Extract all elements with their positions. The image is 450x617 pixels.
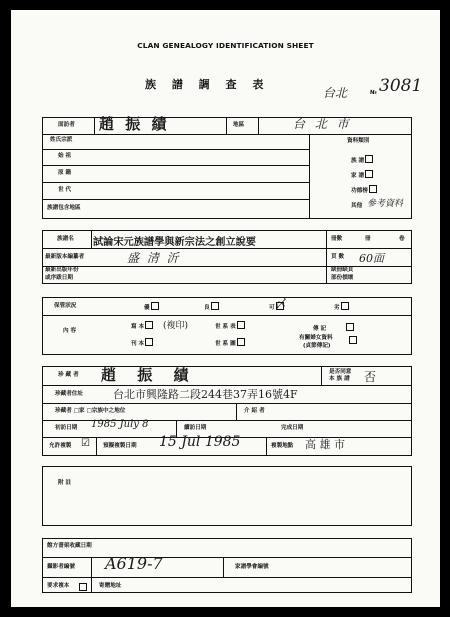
printed-label: 刊 本: [131, 341, 145, 347]
condition-good: [204, 302, 219, 311]
photographer-code-handwritten: A619-7: [105, 554, 163, 573]
pages-handwritten: 60面: [359, 252, 384, 265]
category-family-record: [351, 170, 373, 179]
condition-poor-label: 劣: [334, 305, 340, 311]
category-merit-label: 功德榜: [351, 188, 368, 194]
pages-label: 頁 數: [331, 254, 345, 260]
allow-copy-label: 允許複製: [49, 443, 72, 449]
interviewer-label: 面訪者: [58, 122, 75, 128]
holder-status-label: 珍藏者 □家 □宗族中之地位: [55, 408, 126, 414]
interviewer-handwritten: 趙 振 績: [99, 115, 170, 133]
category-genealogy: [351, 155, 373, 164]
number-label: №: [370, 90, 377, 96]
content-lineage-table: [215, 321, 245, 330]
mailing-address-label: 寄贈地址: [99, 583, 122, 589]
editor-label: 最新版本編纂者: [45, 254, 85, 260]
biography-label: 傳 記: [313, 326, 327, 332]
section-remarks: [42, 466, 412, 526]
copy-location-handwritten: 高 雄 市: [305, 438, 345, 451]
damage-label: 部份損壞: [331, 275, 354, 281]
ancestor-label: 始 祖: [58, 153, 72, 159]
missing-label: 缺冊缺頁: [331, 267, 354, 273]
category-other-handwritten: 參考資料: [367, 199, 404, 209]
title-english: CLAN GENEALOGY IDENTIFICATION SHEET: [137, 41, 314, 50]
pub-year-label: 最新出版年份: [45, 267, 79, 273]
title-chinese: 族 譜 調 查 表: [145, 78, 270, 91]
holder-address-handwritten: 台北市興隆路二段244巷37弄16號4F: [113, 388, 298, 401]
category-family-label: 家 譜: [351, 173, 365, 179]
shelf-date-label: 館方書架收藏日期: [47, 543, 92, 549]
category-label: 資料類別: [347, 138, 370, 144]
preface-date-label: 或序跋日期: [45, 275, 73, 281]
condition-excellent: [144, 302, 159, 311]
number-handwritten: 3081: [379, 76, 423, 96]
content-label: 內 容: [63, 328, 77, 334]
women-records-label: 有關婦女資料: [299, 335, 333, 341]
checkbox: [145, 321, 153, 329]
editor-handwritten: 盛 清 沂: [127, 251, 181, 265]
consent-label-sub: 本 族 譜: [329, 376, 350, 382]
category-merit-list: [351, 185, 377, 194]
condition-fair-mark: 〆: [275, 297, 288, 311]
condition-poor: [334, 302, 349, 311]
holder-handwritten: 趙 振 績: [101, 366, 197, 384]
women-records-note: (貞節傳記): [303, 343, 331, 349]
holder-label: 珍 藏 者: [58, 372, 79, 378]
followup-visit-label: 續訪日期: [184, 425, 207, 431]
region-label: 地區: [233, 122, 245, 128]
checkbox: [211, 302, 219, 310]
checkbox: [365, 170, 373, 178]
condition-excellent-label: 優: [144, 305, 150, 311]
consent-handwritten: 否: [364, 370, 377, 384]
copy-request-checkbox: [79, 583, 87, 591]
condition-good-label: 良: [204, 305, 210, 311]
manuscript-handwritten: (複印): [163, 321, 189, 331]
society-code-label: 家譜學會編號: [235, 564, 269, 570]
completion-label: 完成日期: [281, 425, 304, 431]
checkbox: [346, 323, 354, 331]
copy-request-label: 要求複本: [47, 583, 70, 589]
origin-label: 原 籍: [58, 170, 72, 176]
settle-area-label: 族譜包含地區: [47, 205, 81, 211]
checkbox: [365, 155, 373, 163]
condition-label: 保管狀況: [54, 303, 77, 309]
women-records-checkbox: [349, 336, 357, 344]
planned-copy-date-label: 預擬複製日期: [103, 443, 137, 449]
genealogy-name-handwritten: 試論宋元族譜學與新宗法之創立說要: [93, 236, 256, 248]
manuscript-label: 寫 本: [131, 324, 145, 330]
photographer-code-label: 攝影者編號: [47, 564, 75, 570]
holder-address-label: 珍藏者住址: [55, 391, 83, 397]
category-genealogy-label: 族 譜: [351, 158, 365, 164]
lineage-chart-label: 世 系 圖: [215, 341, 236, 347]
scroll-unit-label: 卷: [399, 236, 405, 242]
category-other-label: 其他: [351, 203, 363, 209]
genealogy-name-label: 族譜名: [57, 236, 74, 242]
first-visit-label: 初訪日期: [55, 425, 78, 431]
content-printed: [131, 338, 153, 347]
checkbox: [369, 185, 377, 193]
first-visit-handwritten: 1985 July 8: [91, 419, 149, 430]
checkbox: [237, 338, 245, 346]
checkbox: [145, 338, 153, 346]
copy-location-label: 複製地點: [271, 443, 294, 449]
header-place-handwritten: 台北: [323, 86, 348, 100]
remarks-label: 附 註: [58, 480, 72, 486]
checkbox: [151, 302, 159, 310]
checkbox: [237, 321, 245, 329]
lineage-table-label: 世 系 表: [215, 324, 236, 330]
clan-label: 姓氏宗派: [50, 137, 73, 143]
generation-label: 世 代: [58, 187, 72, 193]
volume-count-label: 冊數: [331, 236, 343, 242]
identification-sheet: [11, 10, 440, 607]
checkbox: [341, 302, 349, 310]
content-biography: [313, 323, 354, 332]
planned-copy-date-handwritten: 15 Jul 1985: [159, 434, 241, 450]
introducer-label: 介 紹 者: [244, 408, 265, 414]
region-handwritten: 台 北 市: [293, 117, 352, 131]
condition-fair-label: 可: [269, 305, 275, 311]
allow-copy-checkbox: ☑: [81, 438, 90, 449]
section-office-use: [42, 538, 412, 593]
content-lineage-chart: [215, 338, 245, 347]
consent-label: 是否同意: [329, 369, 352, 375]
content-manuscript: [131, 321, 153, 330]
volume-unit-label: 冊: [365, 236, 371, 242]
